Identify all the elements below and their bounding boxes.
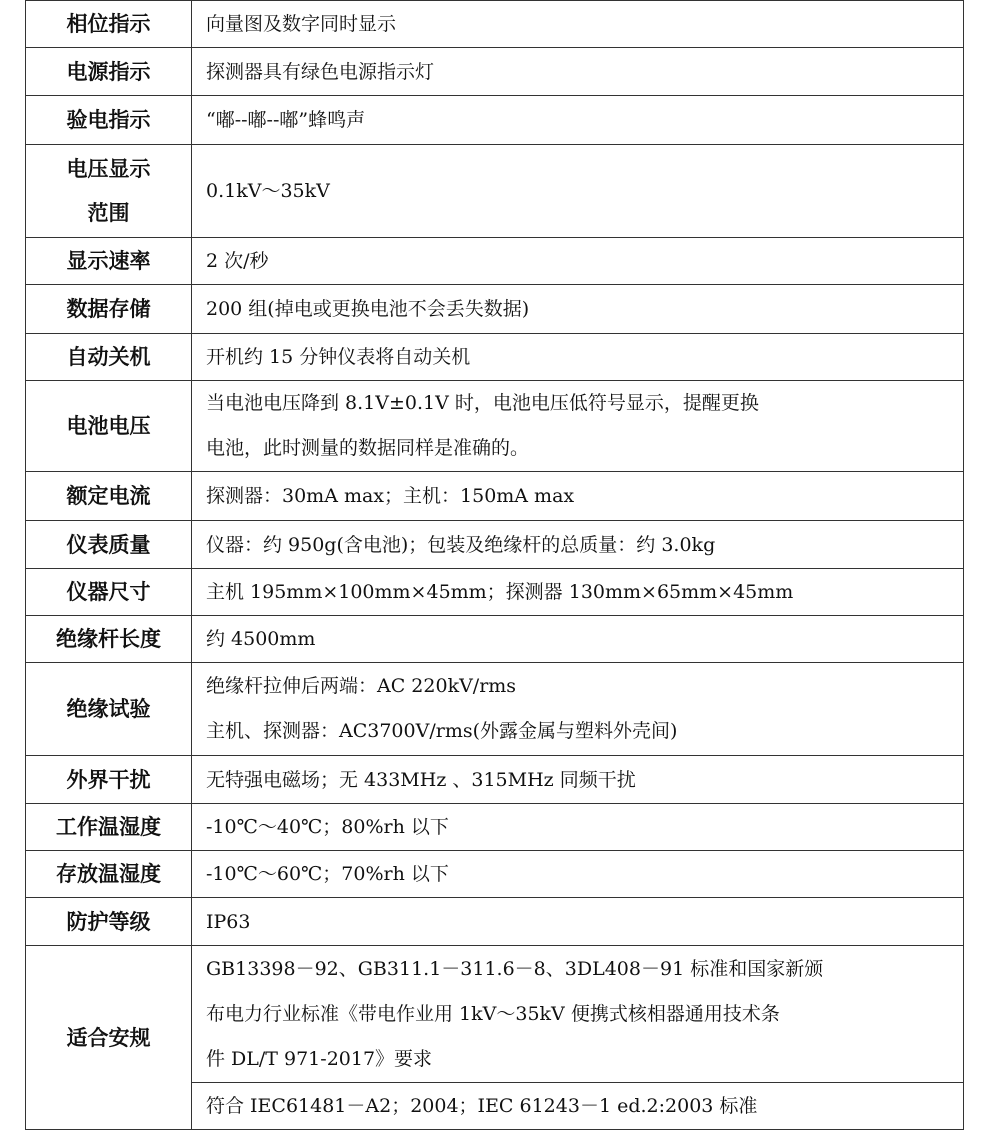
row-value: 0.1kV～35kV — [192, 145, 964, 238]
table-row — [26, 756, 964, 804]
row-value-line: 绝缘杆拉伸后两端：AC 220kV/rms — [206, 675, 517, 697]
row-value: 2 次/秒 — [192, 238, 964, 285]
row-value — [192, 946, 964, 1083]
row-label: 数据存储 — [26, 285, 192, 334]
row-value-line: 电池，此时测量的数据同样是准确的。 — [206, 437, 530, 459]
row-label: 验电指示 — [26, 96, 192, 145]
table-row — [26, 145, 964, 238]
row-label: 防护等级 — [26, 898, 192, 946]
row-label: 适合安规 — [26, 946, 192, 1130]
table-row — [26, 569, 964, 616]
row-value: 主机 195mm×100mm×45mm；探测器 130mm×65mm×45mm — [192, 569, 964, 616]
row-label: 电池电压 — [26, 381, 192, 472]
row-label: 绝缘杆长度 — [26, 616, 192, 663]
row-label-line: 电压显示 — [66, 157, 151, 181]
row-value — [192, 663, 964, 756]
row-value-line: GB13398－92、GB311.1－311.6－8、3DL408－91 标准和国家新颁 — [206, 957, 824, 980]
row-label: 自动关机 — [26, 334, 192, 381]
table-row — [26, 96, 964, 145]
table-row — [26, 238, 964, 285]
table-row — [26, 946, 964, 1083]
row-value: 向量图及数字同时显示 — [192, 1, 964, 48]
row-label: 存放温湿度 — [26, 851, 192, 898]
table-row — [26, 1, 964, 48]
spec-table — [25, 0, 964, 1130]
row-value: 约 4500mm — [192, 616, 964, 663]
row-value: “嘟--嘟--嘟”蜂鸣声 — [192, 96, 964, 145]
row-value: 开机约 15 分钟仪表将自动关机 — [192, 334, 964, 381]
table-row — [26, 616, 964, 663]
row-label-line: 范围 — [87, 201, 130, 225]
table-row — [26, 285, 964, 334]
row-value: 符合 IEC61481－A2；2004；IEC 61243－1 ed.2:2003 标准 — [192, 1083, 964, 1130]
row-value: IP63 — [192, 898, 964, 946]
table-row — [26, 472, 964, 521]
table-row — [26, 663, 964, 756]
row-value: -10℃～40℃；80%rh 以下 — [192, 804, 964, 851]
row-label: 外界干扰 — [26, 756, 192, 804]
table-row — [26, 804, 964, 851]
row-label — [26, 145, 192, 238]
row-label: 电源指示 — [26, 48, 192, 96]
row-label: 额定电流 — [26, 472, 192, 521]
table-row — [26, 521, 964, 569]
row-value: 探测器：30mA max；主机：150mA max — [192, 472, 964, 521]
row-value — [192, 381, 964, 472]
row-value-line: 件 DL/T 971-2017》要求 — [206, 1047, 433, 1070]
row-value: -10℃～60℃；70%rh 以下 — [192, 851, 964, 898]
row-label: 绝缘试验 — [26, 663, 192, 756]
row-value-line: 布电力行业标准《带电作业用 1kV～35kV 便携式核相器通用技术条 — [206, 1002, 780, 1025]
row-label: 显示速率 — [26, 238, 192, 285]
row-value-line: 当电池电压降到 8.1V±0.1V 时，电池电压低符号显示，提醒更换 — [206, 392, 759, 414]
row-value: 仪器：约 950g(含电池)；包装及绝缘杆的总质量：约 3.0kg — [192, 521, 964, 569]
table-row — [26, 851, 964, 898]
row-label: 工作温湿度 — [26, 804, 192, 851]
table-row — [26, 334, 964, 381]
row-value: 200 组(掉电或更换电池不会丢失数据) — [192, 285, 964, 334]
row-label: 相位指示 — [26, 1, 192, 48]
row-label: 仪表质量 — [26, 521, 192, 569]
row-value: 无特强电磁场；无 433MHz 、315MHz 同频干扰 — [192, 756, 964, 804]
table-row — [26, 381, 964, 472]
table-row — [26, 898, 964, 946]
table-row — [26, 48, 964, 96]
row-value-line: 主机、探测器：AC3700V/rms(外露金属与塑料外壳间) — [206, 720, 678, 742]
row-value: 探测器具有绿色电源指示灯 — [192, 48, 964, 96]
row-label: 仪器尺寸 — [26, 569, 192, 616]
